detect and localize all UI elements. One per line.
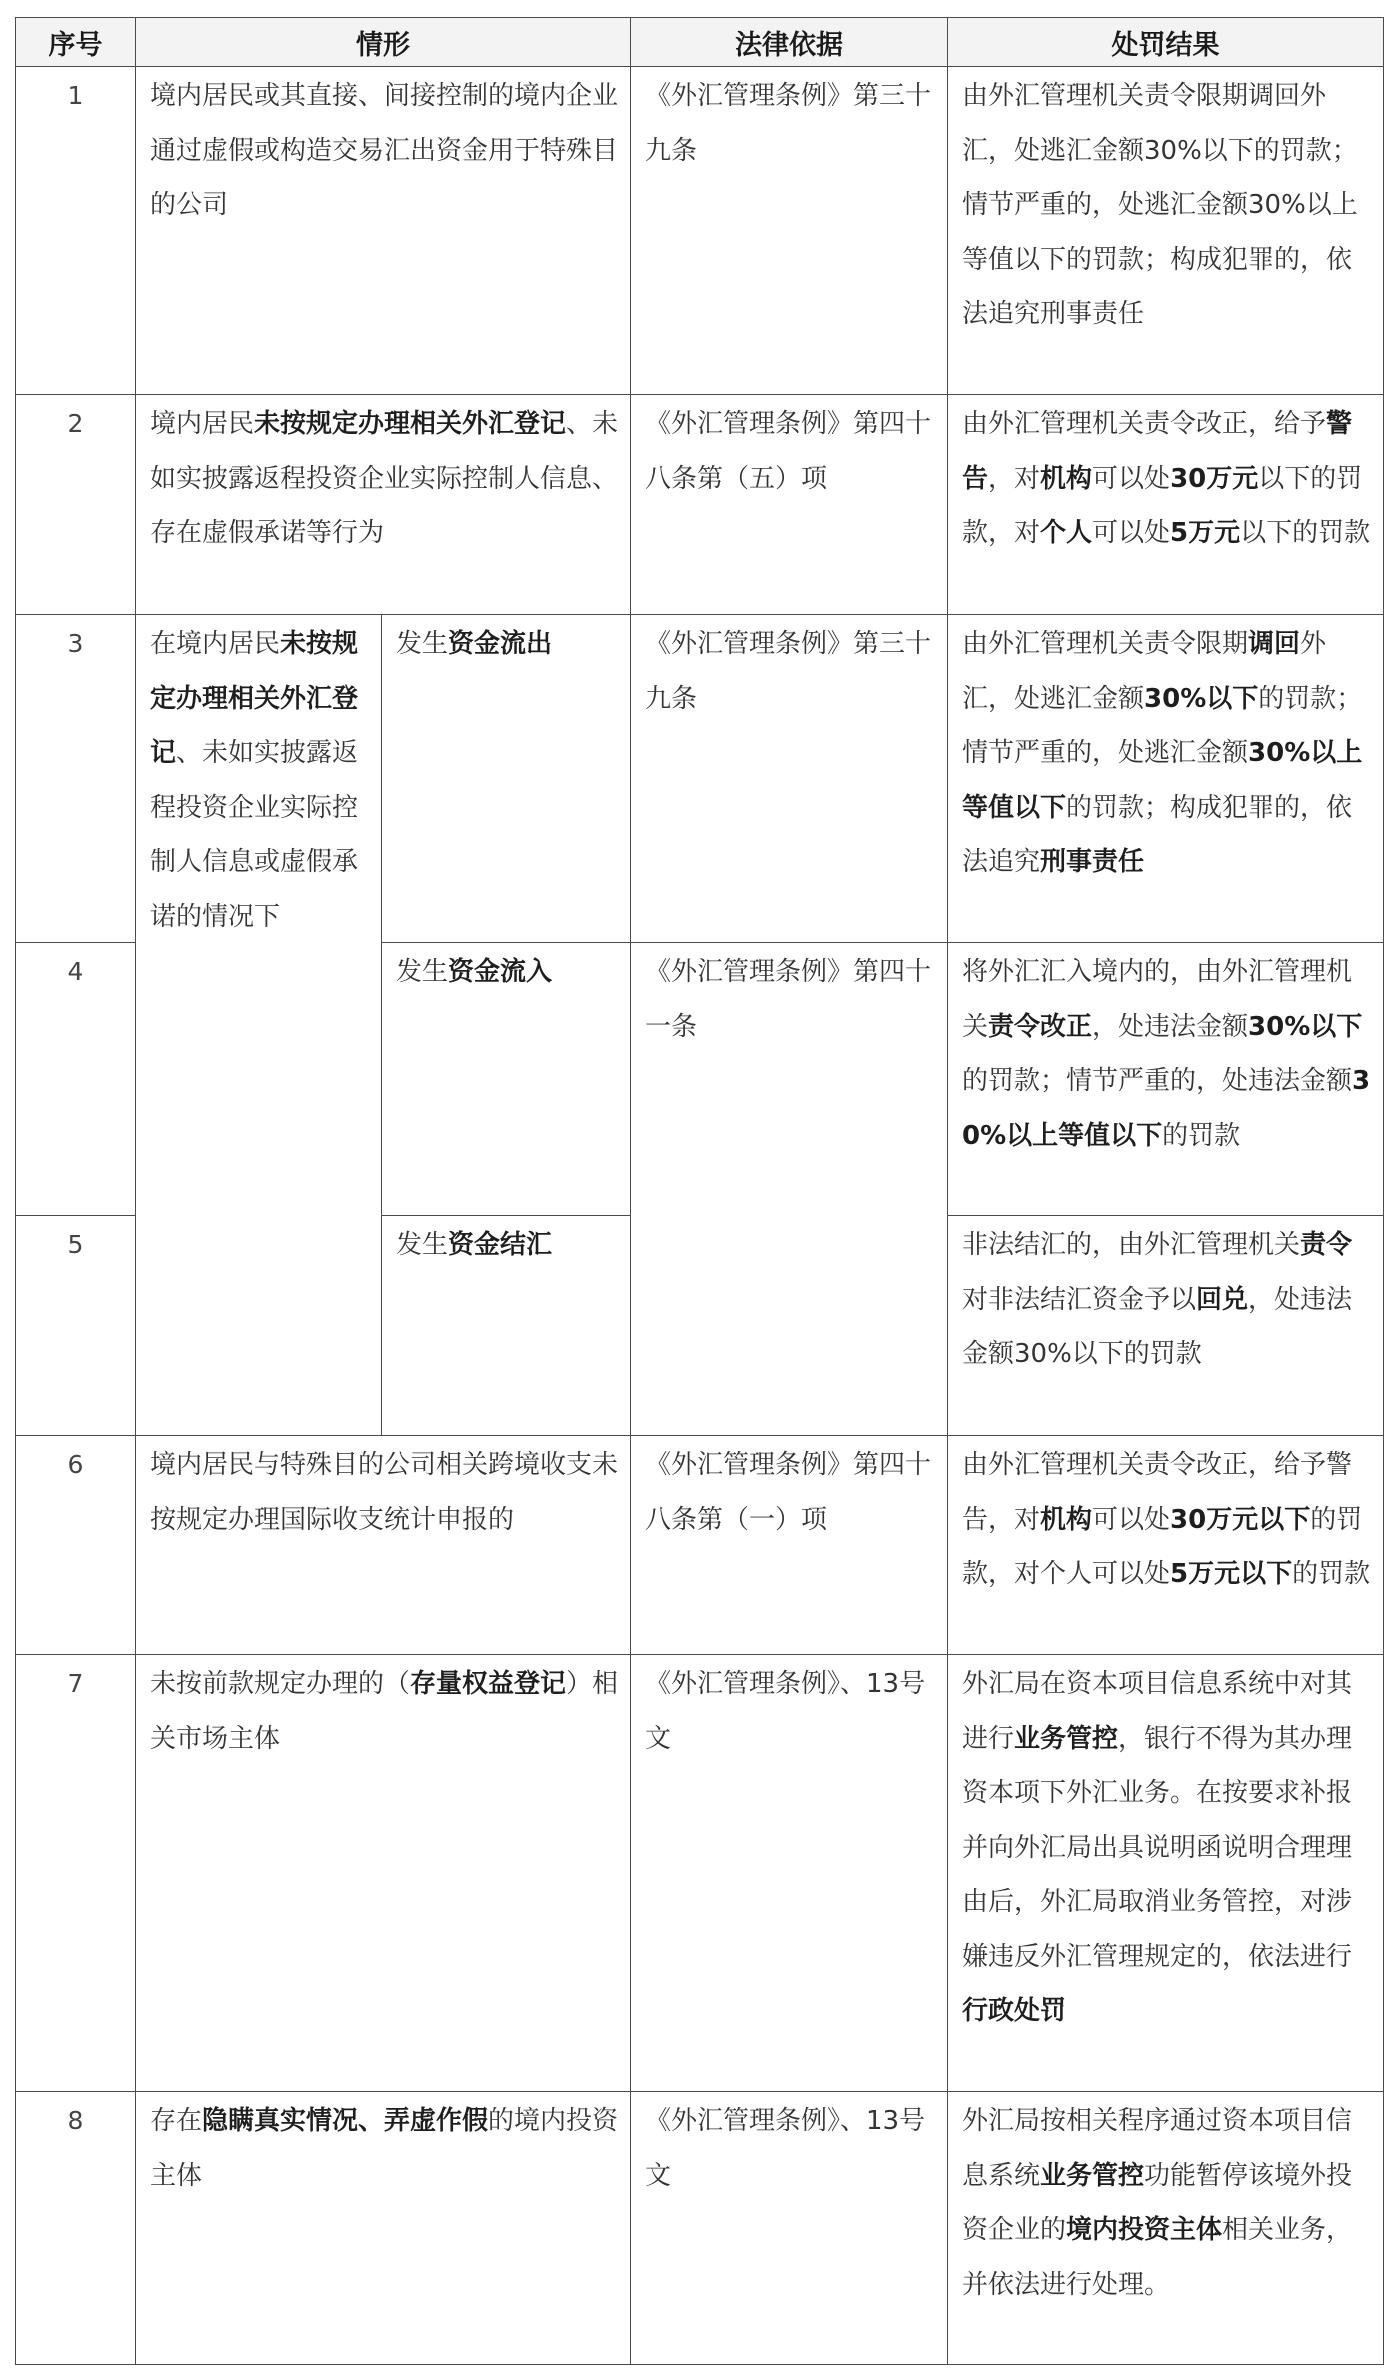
text-run: ）相关市场主体	[150, 1669, 619, 1754]
table-row	[16, 67, 1384, 395]
emphasis-text: 资金流入	[448, 957, 553, 987]
penalty-cell	[948, 2092, 1384, 2365]
text-run: 外汇，处逃汇金额	[962, 629, 1327, 714]
emphasis-text: 责令	[1300, 1230, 1353, 1260]
table-row	[16, 395, 1384, 615]
text-run: 的罚款	[1292, 1559, 1371, 1589]
text-run: 可以处	[1092, 463, 1171, 494]
legal-basis-cell: 《外汇管理条例》第四十八条第（五）项	[631, 395, 948, 615]
text-run: 非法结汇的，由外汇管理机关	[962, 1230, 1301, 1260]
text-run: 由外汇管理机关责令限期调回外汇，处逃汇金额30%以下的罚款；情节严重的，处逃汇金额30%以上等值以下的罚款；构成犯罪的，依法追究刑事责任	[962, 81, 1358, 329]
emphasis-text: 30%以上等值以下	[962, 738, 1363, 823]
legal-basis-cell: 《外汇管理条例》第三十九条	[631, 615, 948, 943]
text-run: 发生	[396, 1230, 449, 1260]
emphasis-text: 30%以上等值以下	[962, 1066, 1371, 1151]
emphasis-text: 存量权益登记	[410, 1669, 567, 1699]
legal-basis-cell: 《外汇管理条例》第四十一条	[631, 943, 948, 1436]
text-run: 境内居民与特殊目的公司相关跨境收支未按规定办理国际收支统计申报的	[150, 1450, 619, 1535]
text-run: 外汇局按相关程序通过资本项目信息系统	[962, 2106, 1353, 2191]
emphasis-text: 调回	[1248, 629, 1301, 659]
table-row	[16, 1436, 1384, 1655]
text-run: 的罚款；情节严重的，处违法金额	[962, 1066, 1353, 1096]
emphasis-text: 责令改正	[988, 1011, 1093, 1042]
row-index: 7	[16, 1655, 136, 2092]
row-index: 8	[16, 2092, 136, 2365]
situation-cell	[136, 1655, 631, 2092]
text-run: ，银行不得为其办理资本项下外汇业务。在按要求补报并向外汇局出具说明函说明合理理由后，外汇局取消业务管控，对涉嫌违反外汇管理规定的，依法进行	[962, 1723, 1353, 1972]
situation-cell	[136, 2092, 631, 2365]
emphasis-text: 个人	[1040, 518, 1093, 548]
text-run: 以下的罚款，对	[962, 463, 1363, 548]
text-run: 由外汇管理机关责令限期	[962, 629, 1249, 659]
penalty-cell	[948, 615, 1384, 943]
emphasis-text: 30%以下	[1144, 683, 1259, 714]
emphasis-text: 30万元	[1170, 463, 1259, 494]
text-run: 发生	[396, 957, 449, 987]
emphasis-text: 机构	[1040, 463, 1093, 494]
emphasis-text: 业务管控	[1014, 1723, 1119, 1754]
emphasis-text: 回兑	[1196, 1284, 1249, 1315]
row-index: 1	[16, 67, 136, 395]
text-run: 将外汇汇入境内的，由外汇管理机关	[962, 957, 1353, 1042]
situation-cell	[136, 395, 631, 615]
emphasis-text: 资金流出	[448, 629, 553, 659]
text-run: 、未如实披露返程投资企业实际控制人信息、存在虚假承诺等行为	[150, 409, 619, 548]
text-run: 功能暂停该境外投资企业的	[962, 2160, 1353, 2245]
sub-situation-cell	[382, 943, 631, 1216]
text-run: 以下的罚款	[1240, 518, 1371, 548]
text-run: 的境内投资主体	[150, 2106, 619, 2191]
emphasis-text: 未按规定办理相关外汇登记	[150, 629, 359, 768]
header-index: 序号	[16, 18, 136, 67]
text-run: ，处违法金额	[1092, 1011, 1249, 1042]
text-run: 境内居民或其直接、间接控制的境内企业通过虚假或构造交易汇出资金用于特殊目的公司	[150, 81, 619, 220]
table-row	[16, 615, 1384, 943]
emphasis-text: 30万元以下	[1170, 1504, 1311, 1535]
row-index: 2	[16, 395, 136, 615]
text-run: 的罚款；情节严重的，处逃汇金额	[962, 683, 1363, 768]
table-row	[16, 1655, 1384, 2092]
header-situation: 情形	[136, 18, 631, 67]
situation-cell	[136, 67, 631, 395]
text-run: 外汇局在资本项目信息系统中对其进行	[962, 1669, 1353, 1754]
text-run: 的罚款	[1162, 1120, 1241, 1151]
text-run: 未按前款规定办理的（	[150, 1669, 411, 1699]
header-penalty: 处罚结果	[948, 18, 1384, 67]
text-run: 发生	[396, 629, 449, 659]
text-run: 相关业务，并依法进行处理。	[962, 2215, 1353, 2300]
legal-basis-cell: 《外汇管理条例》第四十八条第（一）项	[631, 1436, 948, 1655]
emphasis-text: 30%以下	[1248, 1011, 1363, 1042]
text-run: 可以处	[1092, 518, 1171, 548]
penalty-cell	[948, 1216, 1384, 1436]
table-header-row	[16, 18, 1384, 67]
situation-cell	[136, 1436, 631, 1655]
emphasis-text: 行政处罚	[962, 1996, 1067, 2026]
text-run: ，对	[988, 463, 1041, 494]
situation-group-cell	[136, 615, 382, 1436]
penalty-cell	[948, 395, 1384, 615]
text-run: 的罚款；构成犯罪的，依法追究	[962, 792, 1353, 877]
row-index: 4	[16, 943, 136, 1216]
row-index: 3	[16, 615, 136, 943]
emphasis-text: 境内投资主体	[1066, 2215, 1223, 2245]
emphasis-text: 业务管控	[1040, 2160, 1145, 2191]
header-legal-basis: 法律依据	[631, 18, 948, 67]
emphasis-text: 警告	[962, 409, 1353, 494]
penalty-cell	[948, 1436, 1384, 1655]
legal-basis-cell: 《外汇管理条例》第三十九条	[631, 67, 948, 395]
text-run: 由外汇管理机关责令改正，给予	[962, 409, 1327, 439]
emphasis-text: 隐瞒真实情况、弄虚作假	[202, 2106, 489, 2136]
emphasis-text: 机构	[1040, 1504, 1093, 1535]
penalty-table	[15, 17, 1384, 2365]
emphasis-text: 未按规定办理相关外汇登记	[254, 409, 567, 439]
text-run: 对非法结汇资金予以	[962, 1284, 1197, 1315]
penalty-cell	[948, 1655, 1384, 2092]
penalty-cell	[948, 943, 1384, 1216]
text-run: 可以处	[1092, 1504, 1171, 1535]
legal-basis-cell: 《外汇管理条例》、13号文	[631, 2092, 948, 2365]
sub-situation-cell	[382, 615, 631, 943]
text-run: 的罚款，对个人可以处	[962, 1504, 1363, 1589]
text-run: 由外汇管理机关责令改正，给予警告，对	[962, 1450, 1353, 1535]
text-run: 在境内居民	[150, 629, 281, 659]
row-index: 6	[16, 1436, 136, 1655]
text-run: 、未如实披露返程投资企业实际控制人信息或虚假承诺的情况下	[150, 738, 359, 932]
penalty-cell	[948, 67, 1384, 395]
emphasis-text: 5万元以下	[1170, 1559, 1293, 1589]
legal-basis-cell: 《外汇管理条例》、13号文	[631, 1655, 948, 2092]
sub-situation-cell	[382, 1216, 631, 1436]
table-row	[16, 2092, 1384, 2365]
emphasis-text: 5万元	[1170, 518, 1241, 548]
text-run: 境内居民	[150, 409, 255, 439]
row-index: 5	[16, 1216, 136, 1436]
emphasis-text: 资金结汇	[448, 1230, 553, 1260]
emphasis-text: 刑事责任	[1040, 847, 1145, 877]
text-run: ，处违法金额30%以下的罚款	[962, 1284, 1353, 1369]
text-run: 存在	[150, 2106, 203, 2136]
